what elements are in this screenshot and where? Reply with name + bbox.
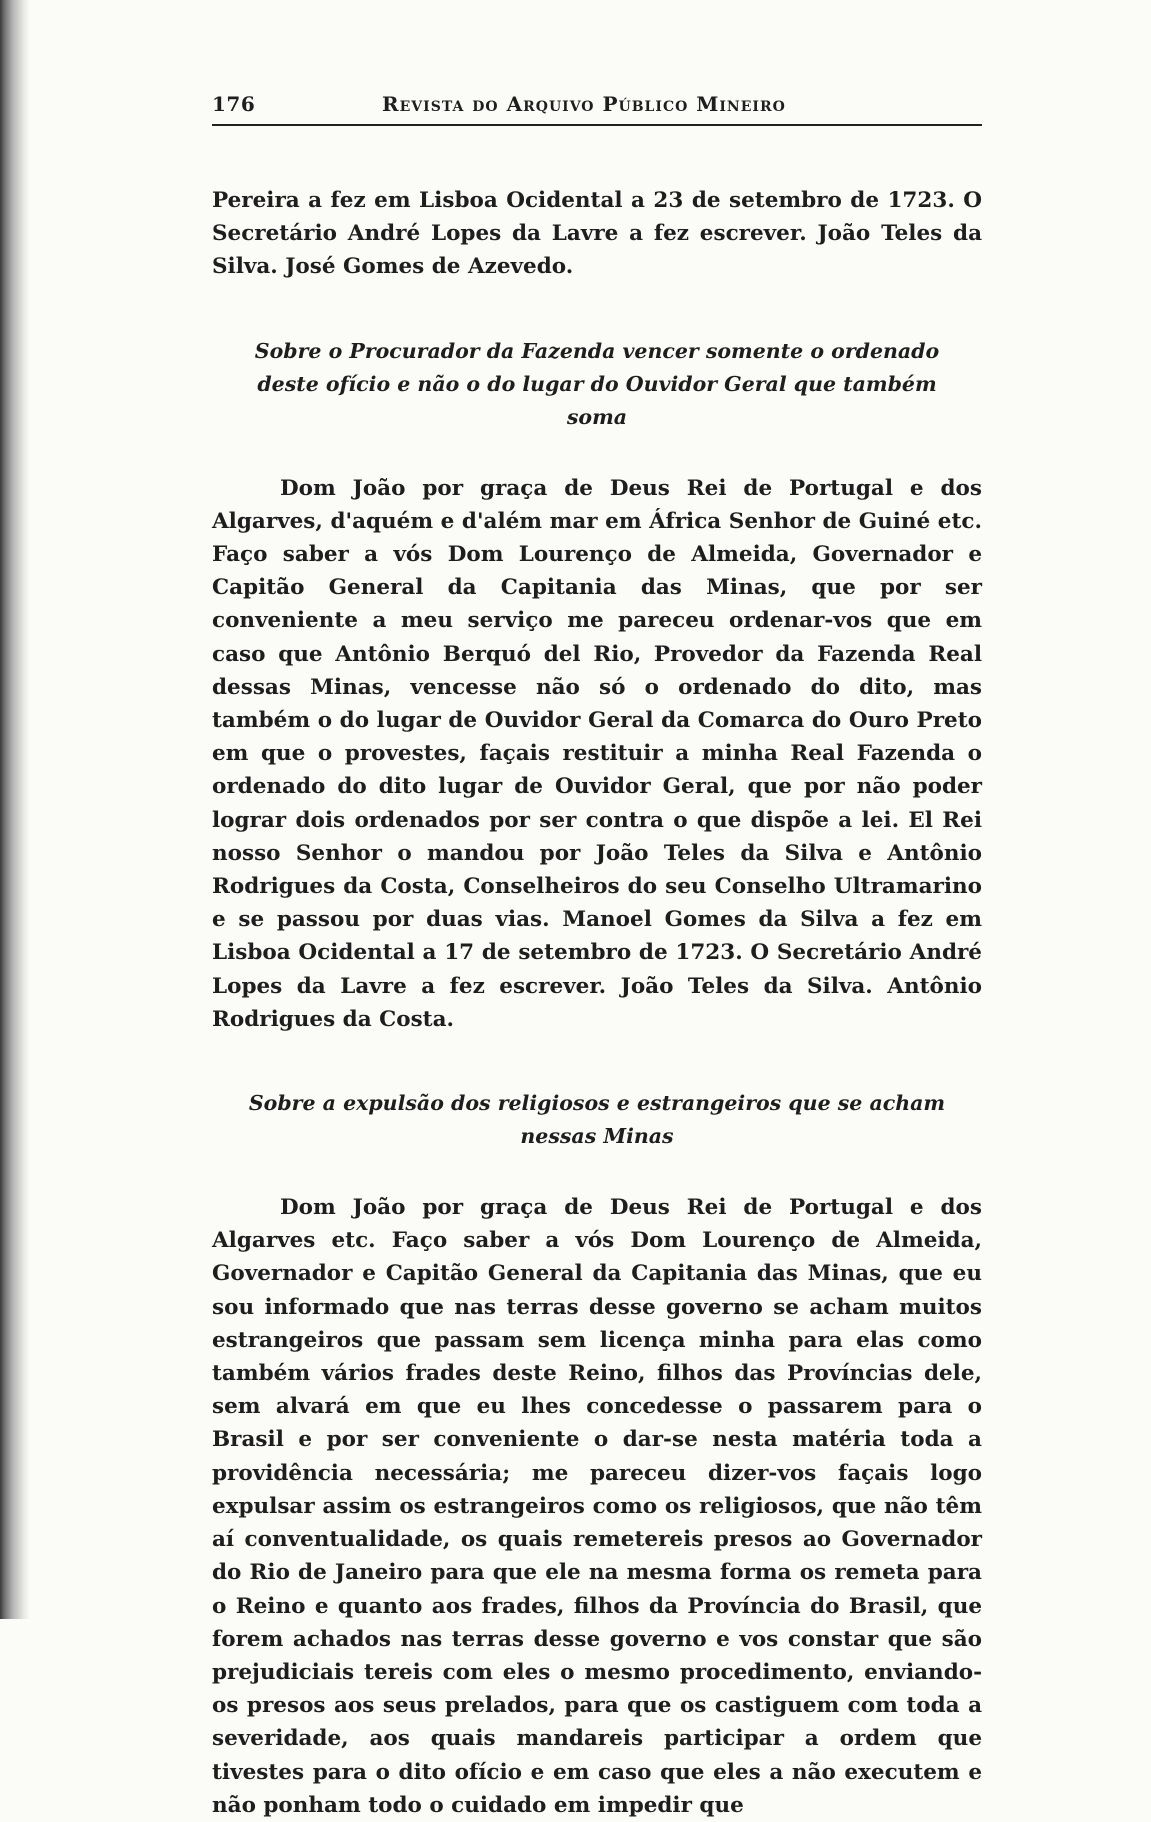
section-1-heading: Sobre o Procurador da Fazenda vencer somente o ordenado deste ofício e não o do lugar do Ouvidor Geral que também soma (254, 338, 940, 429)
opening-paragraph: Pereira a fez em Lisboa Ocidental a 23 de setembro de 1723. O Secretário André Lopes da Lavre a fez escrever. João Teles da Silva. José Gomes de Azevedo. (212, 188, 982, 280)
book-spine-shadow (0, 0, 30, 1619)
page (212, 92, 982, 1822)
section-2-body: Dom João por graça de Deus Rei de Portugal e dos Algarves etc. Faço saber a vós Dom Lourenço de Almeida, Governador e Capitão General da Capitania das Minas, que eu sou informado que nas terras desse governo se acham muitos estrangeiros que passam sem licença minha para elas como também vários frades deste Reino, filhos das Províncias dele, sem alvará em que eu lhes concedesse o passarem para o Brasil e por ser conveniente o dar-se nesta matéria toda a providência necessária; me pareceu dizer-vos façais logo expulsar assim os estrangeiros como os religiosos, que não têm aí conventualidade, os quais remetereis presos ao Governador do Rio de Janeiro para que ele na mesma forma os remeta para o Reino e quanto aos frades, filhos da Província do Brasil, que forem achados nas terras desse governo e vos constar que são prejudiciais tereis com eles o mesmo procedimento, enviando-os presos aos seus prelados, para que os castiguem com toda a severidade, aos quais mandareis participar a ordem que tivestes para o dito ofício e em caso que eles a não executem e não ponham todo o cuidado em impedir que (212, 1195, 982, 1818)
section-1-body: Dom João por graça de Deus Rei de Portugal e dos Algarves, d'aquém e d'além mar em África Senhor de Guiné etc. Faço saber a vós Dom Lourenço de Almeida, Governador e Capitão General da Capitania das Minas, que por ser conveniente a meu serviço me pareceu ordenar-vos que em caso que Antônio Berquó del Rio, Provedor da Fazenda Real dessas Minas, vencesse não só o ordenado do dito, mas também o do lugar de Ouvidor Geral da Comarca do Ouro Preto em que o provestes, façais restituir a minha Real Fazenda o ordenado do dito lugar de Ouvidor Geral, que por não poder lograr dois ordenados por ser contra o que dispõe a lei. El Rei nosso Senhor o mandou por João Teles da Silva e Antônio Rodrigues da Costa, Conselheiros do seu Conselho Ultramarino e se passou por duas vias. Manoel Gomes da Silva a fez em Lisboa Ocidental a 17 de setembro de 1723. O Secretário André Lopes da Lavre a fez escrever. João Teles da Silva. Antônio Rodrigues da Costa. (212, 475, 982, 1032)
section-2-heading: Sobre a expulsão dos religiosos e estrangeiros que se acham nessas Minas (248, 1091, 946, 1149)
page-number: 176 (212, 92, 256, 116)
running-head (212, 92, 982, 126)
journal-title: Revista do Arquivo Público Mineiro (382, 92, 786, 116)
